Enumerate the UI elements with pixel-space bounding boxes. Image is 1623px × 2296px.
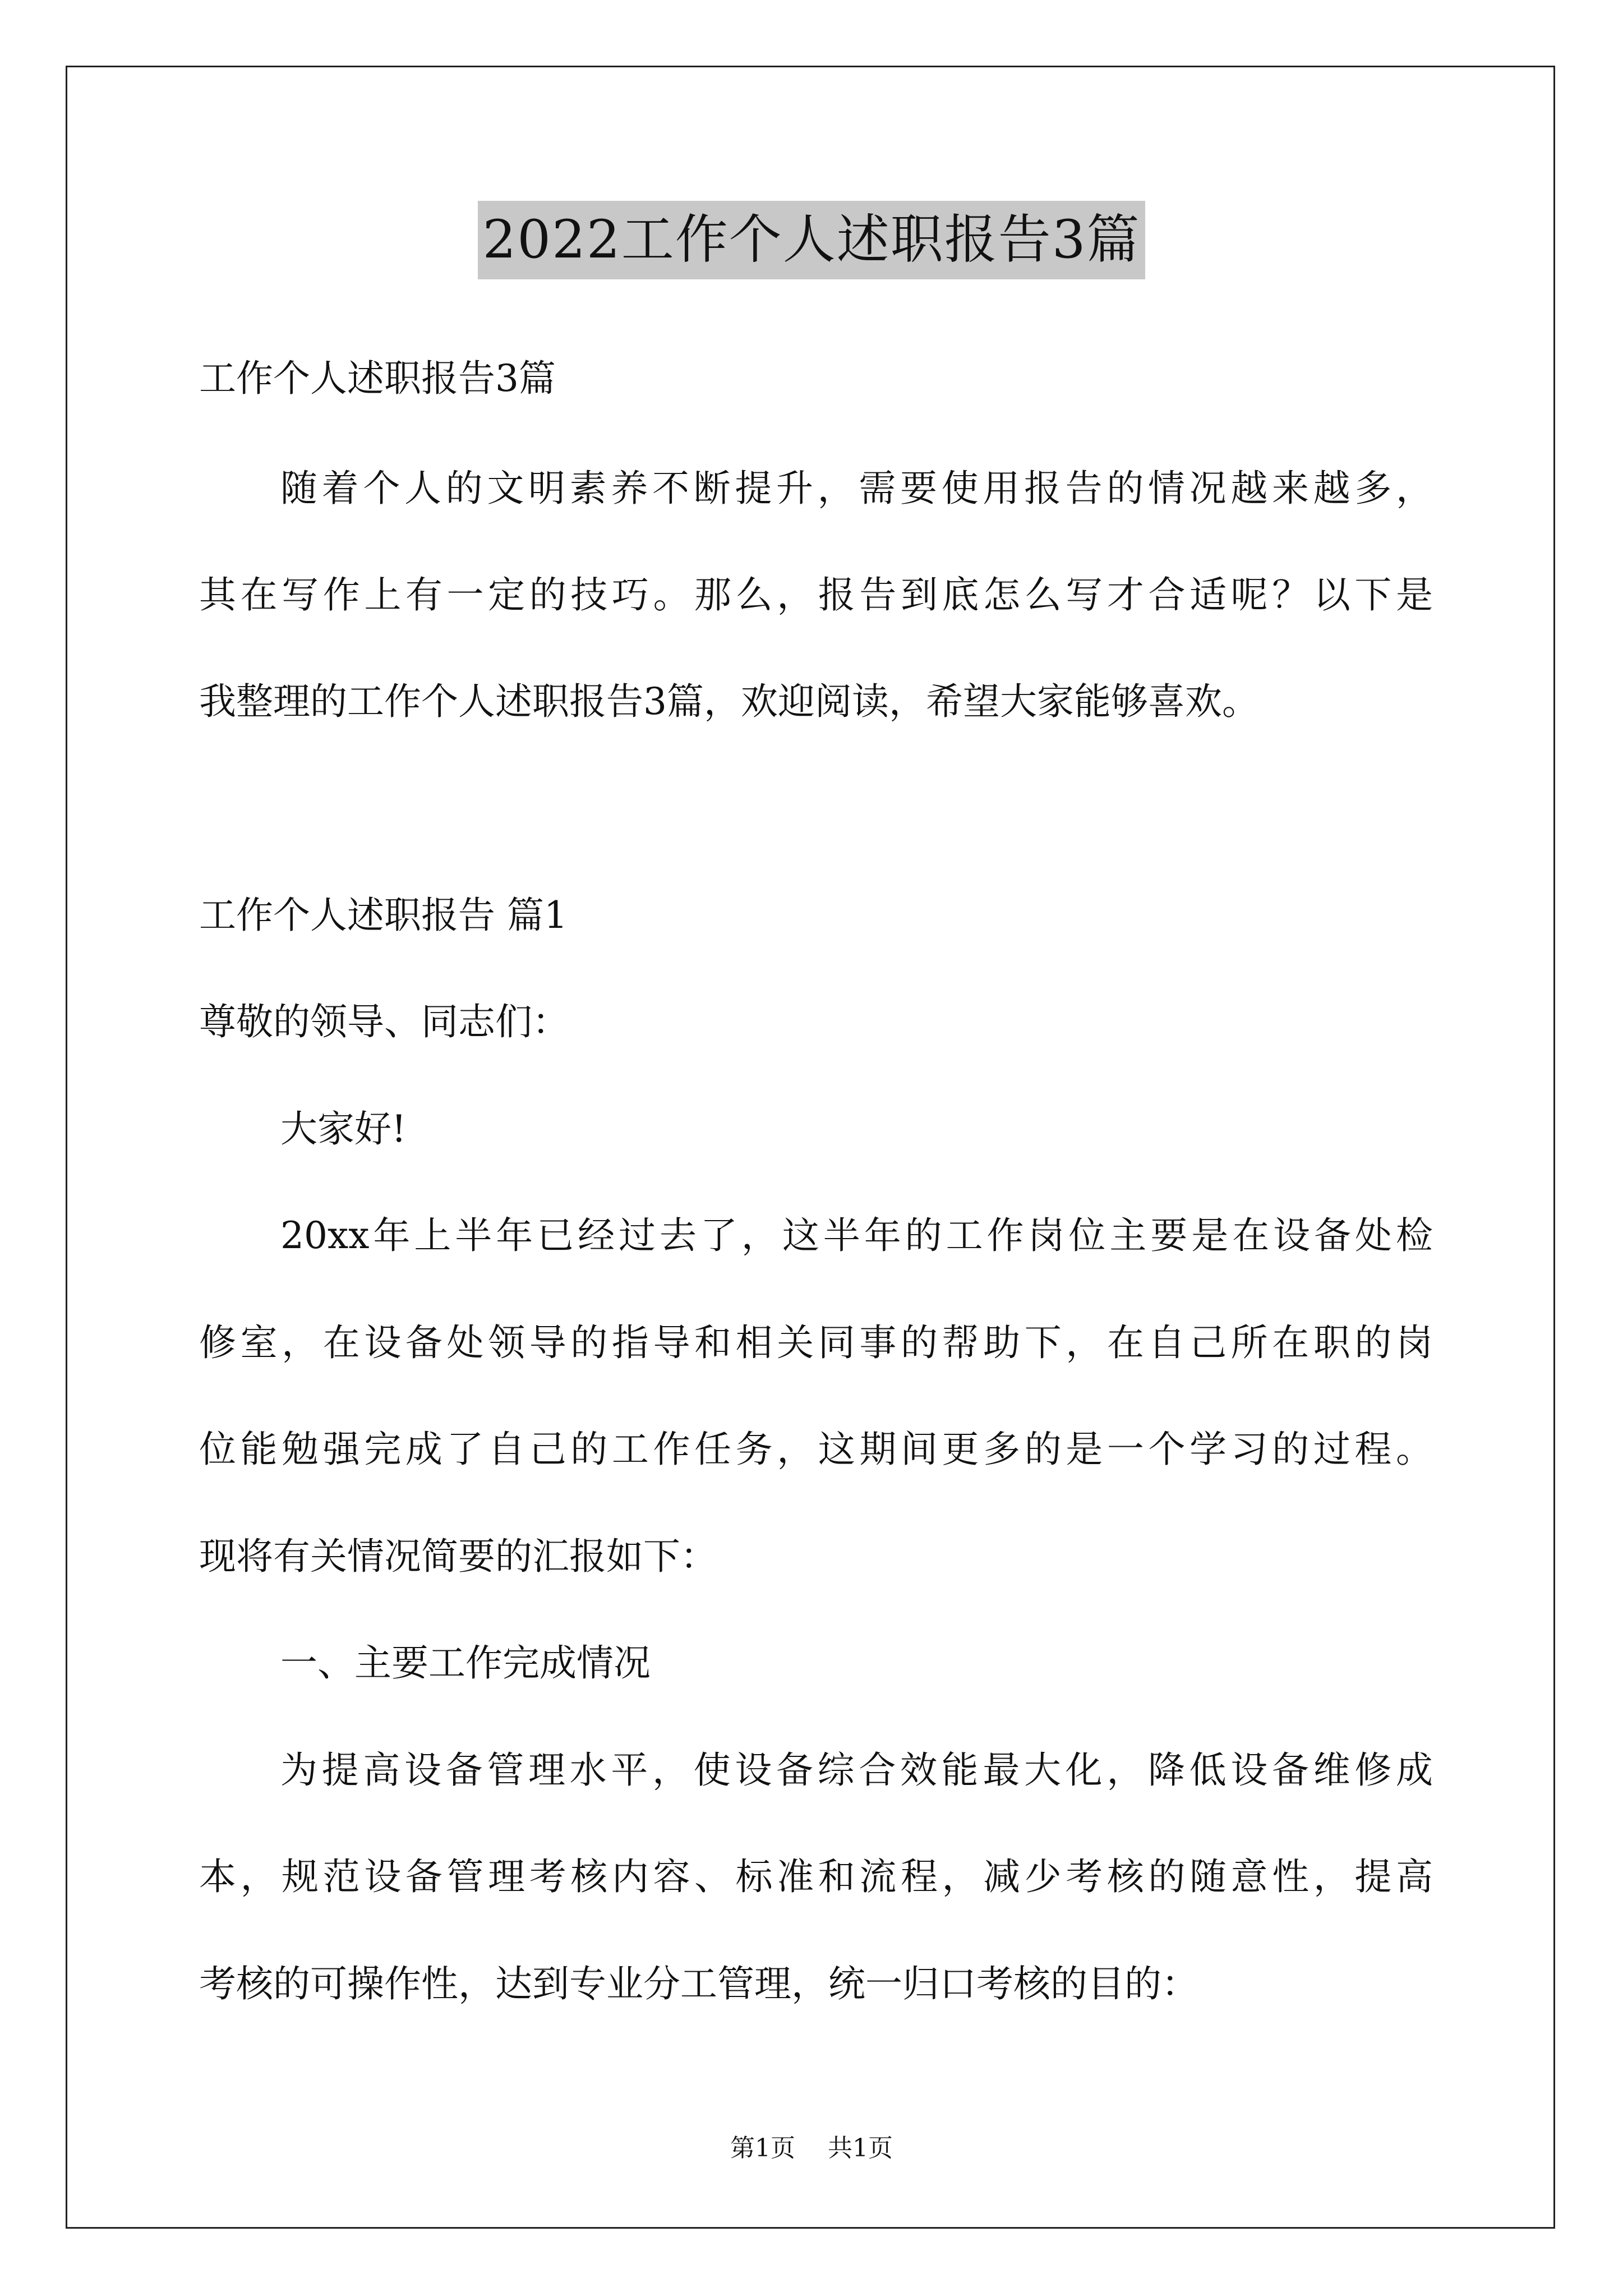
paragraph-line: 本，规范设备管理考核内容、标准和流程，减少考核的随意性，提高 [199, 1855, 1433, 1898]
salutation: 尊敬的领导、同志们： [199, 1000, 569, 1043]
paragraph-line: 修室，在设备处领导的指导和相关同事的帮助下，在自己所在职的岗 [199, 1321, 1433, 1364]
section-heading: 工作个人述职报告 篇1 [199, 894, 568, 937]
paragraph-line: 位能勉强完成了自己的工作任务，这期间更多的是一个学习的过程。 [199, 1428, 1433, 1471]
page-number-total: 共1页 [828, 2134, 893, 2162]
paragraph-line: 考核的可操作性，达到专业分工管理，统一归口考核的目的： [199, 1962, 1198, 2005]
subheading: 一、主要工作完成情况 [280, 1641, 651, 1685]
paragraph-line: 20xx年上半年已经过去了，这半年的工作岗位主要是在设备处检 [280, 1214, 1433, 1257]
greeting: 大家好! [280, 1107, 407, 1151]
paragraph-line: 现将有关情况简要的汇报如下： [199, 1535, 717, 1578]
title-container [0, 201, 1623, 279]
intro-line: 随着个人的文明素养不断提升，需要使用报告的情况越来越多， [280, 467, 1433, 510]
paragraph-line: 为提高设备管理水平，使设备综合效能最大化，降低设备维修成 [280, 1749, 1433, 1792]
intro-line: 我整理的工作个人述职报告3篇，欢迎阅读，希望大家能够喜欢。 [199, 680, 1259, 723]
subtitle: 工作个人述职报告3篇 [199, 357, 556, 400]
page-footer [0, 2132, 1623, 2165]
document-title: 2022工作个人述职报告3篇 [478, 201, 1145, 279]
page-number-current: 第1页 [730, 2134, 795, 2162]
intro-line: 其在写作上有一定的技巧。那么，报告到底怎么写才合适呢？以下是 [199, 573, 1433, 616]
